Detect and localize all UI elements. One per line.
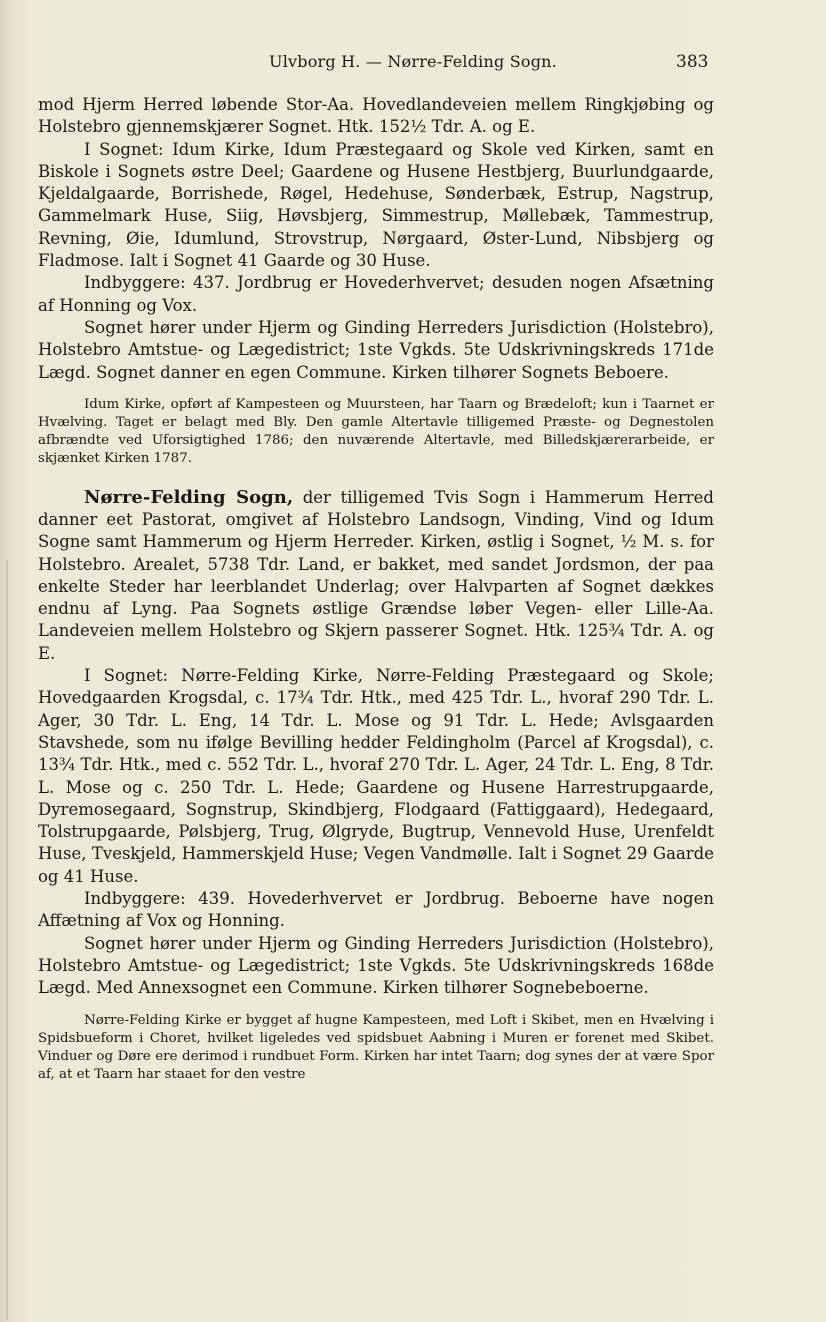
page-gutter bbox=[6, 560, 8, 1320]
idum-population-paragraph: Indbyggere: 437. Jordbrug er Hovederhvervet; desuden nogen Afsætning af Honning og Vox. bbox=[38, 273, 714, 315]
page-number: 383 bbox=[676, 52, 709, 72]
idum-jurisdiction-paragraph: Sognet hører under Hjerm og Ginding Herreders Jurisdiction (Holstebro), Holstebro Amtstue- og Lægedistrict; 1ste Vgkds. 5te Udskrivningskreds 171de Lægd. Sognet danner en egen Commune. Kirken tilhører Sognets Beboere. bbox=[38, 317, 714, 382]
idum-church-note: Idum Kirke, opført af Kampesteen og Muursteen, har Taarn og Brædeloft; kun i Taarnet er Hvælving. Taget er belagt med Bly. Den gamle Altertavle tilligemed Præste- og Degnestolen afbrændte ved Uforsigtighed 1786; den nuværende Altertavle, med Billedskjærerarbeide, er skjænket Kirken 1787. bbox=[38, 396, 714, 467]
section-heading-norre-felding: Nørre-Felding Sogn, bbox=[84, 486, 294, 508]
running-title: Ulvborg H. — Nørre-Felding Sogn. bbox=[269, 52, 557, 71]
idum-places-paragraph: I Sognet: Idum Kirke, Idum Præstegaard og Skole ved Kirken, samt en Biskole i Sognets østre Deel; Gaardene og Husene Hestbjerg, Buurlundgaarde, Kjeldalgaarde, Borrishede, Røgel, Hedehuse, Sønderbæk, Estrup, Nagstrup, Gammelmark Huse, Siig, Høvsbjerg, Simmestrup, Møllebæk, Tammestrup, Revning, Øie, Idumlund, Strovstrup, Nørgaard, Øster-Lund, Nibsbjerg og Fladmose. Ialt i Sognet 41 Gaarde og 30 Huse. bbox=[38, 139, 714, 271]
norre-felding-church-note: Nørre-Felding Kirke er bygget af hugne Kampesteen, med Loft i Skibet, men en Hvælving i Spidsbueform i Choret, hvilket ligeledes ved spidsbuet Aabning i Muren er forenet med Skibet. Vinduer og Døre ere derimod i rundbuet Form. Kirken har intet Taarn; dog synes der at være Spor af, at et Taarn har staaet for den vestre bbox=[38, 1012, 714, 1083]
norre-felding-intro-paragraph bbox=[38, 487, 714, 665]
page-body bbox=[38, 94, 714, 1102]
norre-felding-intro-text: der tilligemed Tvis Sogn i Hammerum Herred danner eet Pastorat, omgivet af Holstebro Landsogn, Vinding, Vind og Idum Sogne samt Hammerum og Hjerm Herreder. Kirken, østlig i Sognet, ½ M. s. for Holstebro. Arealet, 5738 Tdr. Land, er bakket, med sandet Jordsmon, der paa enkelte Steder har leerblandet Underlag; over Halvparten af Sognet dækkes endnu af Lyng. Paa Sognets østlige Grændse løber Vegen- eller Lille-Aa. Landeveien mellem Holstebro og Skjern passerer Sognet. Htk. 125¾ Tdr. A. og E. bbox=[38, 487, 714, 663]
running-head bbox=[0, 52, 826, 76]
norre-felding-population-paragraph: Indbyggere: 439. Hovederhvervet er Jordbrug. Beboerne have nogen Affætning af Vox og Honning. bbox=[38, 889, 714, 931]
idum-intro-paragraph: mod Hjerm Herred løbende Stor-Aa. Hovedlandeveien mellem Ringkjøbing og Holstebro gjennemskjærer Sognet. Htk. 152½ Tdr. A. og E. bbox=[38, 95, 714, 137]
norre-felding-jurisdiction-paragraph: Sognet hører under Hjerm og Ginding Herreders Jurisdiction (Holstebro), Holstebro Amtstue- og Lægedistrict; 1ste Vgkds. 5te Udskrivningskreds 168de Lægd. Med Annexsognet een Commune. Kirken tilhører Sognebeboerne. bbox=[38, 933, 714, 998]
norre-felding-places-paragraph: I Sognet: Nørre-Felding Kirke, Nørre-Felding Præstegaard og Skole; Hovedgaarden Krogsdal, c. 17¾ Tdr. Htk., med 425 Tdr. L., hvoraf 290 Tdr. L. Ager, 30 Tdr. L. Eng, 14 Tdr. L. Mose og 91 Tdr. L. Hede; Avlsgaarden Stavshede, som nu ifølge Bevilling hedder Feldingholm (Parcel af Krogsdal), c. 13¾ Tdr. Htk., med c. 552 Tdr. L., hvoraf 270 Tdr. L. Ager, 24 Tdr. L. Eng, 8 Tdr. L. Mose og c. 250 Tdr. L. Hede; Gaardene og Husene Harrestrupgaarde, Dyremosegaard, Sognstrup, Skindbjerg, Flodgaard (Fattiggaard), Hedegaard, Tolstrupgaarde, Pølsbjerg, Trug, Ølgryde, Bugtrup, Vennevold Huse, Urenfeldt Huse, Tveskjeld, Hammerskjeld Huse; Vegen Vandmølle. Ialt i Sognet 29 Gaarde og 41 Huse. bbox=[38, 666, 714, 886]
